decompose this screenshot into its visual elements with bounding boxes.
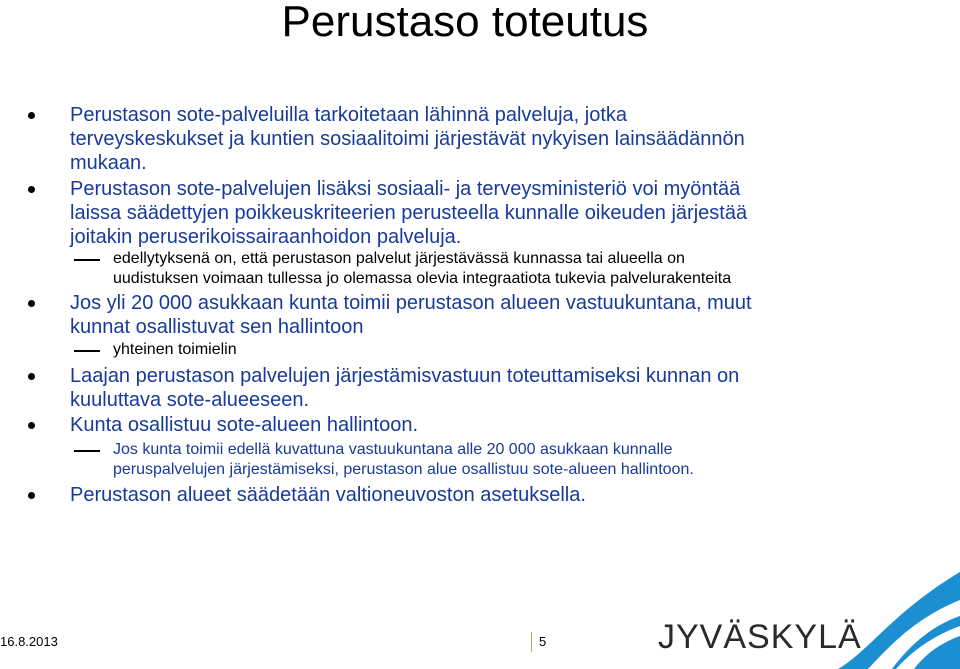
bullet-text-2: Perustason sote-palvelujen lisäksi sosiaali- ja terveysministeriö voi myöntää laissa säädettyjen poikkeuskriteerien perusteella kunnalle oikeuden järjestää joitakin peruserikoissairaanhoidon palveluja. [70, 178, 748, 248]
sub-bullet-text-2: yhteinen toimielin [113, 341, 237, 358]
sub-bullet-text-3: Jos kunta toimii edellä kuvattuna vastuukuntana alle 20 000 asukkaan kunnalle peruspalvelujen järjestämiseksi, perustason alue osallistuu sote-alueen hallintoon. [113, 441, 694, 478]
bullet-text-1: Perustason sote-palveluilla tarkoitetaan lähinnä palveluja, jotka terveyskeskukset ja kuntien sosiaalitoimi järjestävät nykyisen lainsäädännön mukaan. [70, 104, 745, 174]
page-number: 5 [539, 634, 547, 649]
footer-date: 16.8.2013 [0, 634, 58, 649]
bullet-text-6: Perustason alueet säädetään valtioneuvoston asetuksella. [70, 484, 586, 506]
sub-bullet-dash [74, 350, 100, 352]
sub-bullet-dash [74, 450, 100, 452]
bullet-dot [28, 112, 35, 119]
city-logo-wave-icon [838, 572, 960, 669]
bullet-text-3: Jos yli 20 000 asukkaan kunta toimii perustason alueen vastuukuntana, muut kunnat osallistuvat sen hallintoon [70, 292, 752, 338]
sub-bullet-text-1: edellytyksenä on, että perustason palvelut järjestävässä kunnassa tai alueella on uudistuksen voimaan tullessa jo olemassa olevia integraatiota tukevia palvelurakenteita [113, 250, 732, 287]
footer-divider [531, 632, 532, 652]
bullet-dot [28, 492, 35, 499]
bullet-text-5: Kunta osallistuu sote-alueen hallintoon. [70, 414, 419, 436]
bullet-text-4: Laajan perustason palvelujen järjestämisvastuun toteuttamiseksi kunnan on kuuluttava sote-alueeseen. [70, 365, 740, 411]
city-logo-wordmark: JYVÄSKYLÄ [658, 618, 862, 656]
bullet-dot [28, 422, 35, 429]
bullet-dot [28, 373, 35, 380]
sub-bullet-dash [74, 259, 100, 261]
slide-title: Perustaso toteutus [281, 0, 649, 46]
bullet-dot [28, 186, 35, 193]
bullet-dot [28, 300, 35, 307]
